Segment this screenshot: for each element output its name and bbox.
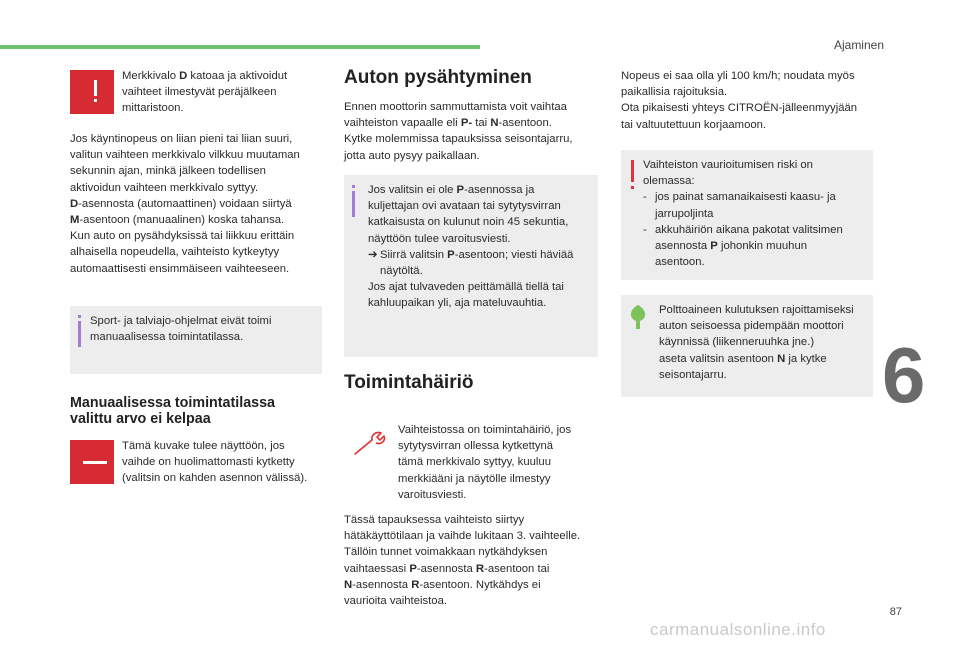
dash-warning-icon <box>70 440 114 484</box>
damage-warning-box: Vaihteiston vaurioitumisen riski on olemassa: - jos painat samanaikaisesti kaasu- ja jarrupoljinta - akkuhäiriön aikana pakotat valitsimen asennosta P johonkin muuhun asentoon. <box>621 150 873 280</box>
manual-mode-heading: Manuaalisessa toimintatilassa valittu arvo ei kelpaa <box>70 395 276 427</box>
gear-indicator-text: Merkkivalo D katoaa ja aktivoidut vaihteet ilmestyvät peräjälkeen mittaristoon. <box>122 70 288 115</box>
malfunction-heading: Toimintahäiriö <box>344 372 474 393</box>
door-info-box: Jos valitsin ei ole P-asennossa ja kuljettajan ovi avataan tai sytytysvirran katkaisusta on kulunut noin 45 sekuntia, näyttöön tulee varoitusviesti. ➔ Siirrä valitsin P-asentoon; viesti häviää näytöltä. Jos ajat tulvaveden peittämällä tiellä tai kahluupaikan yli, aja mateluvauhtia. <box>344 175 598 357</box>
stopping-intro: Ennen moottorin sammuttamista voit vaihtaa vaihteiston vapaalle eli P- tai N-asentoon. Kytke molemmissa tapauksissa seisontajarru, jotta auto pysyy paikallaan. <box>344 101 573 162</box>
chapter-tab: 6 <box>878 328 960 423</box>
stopping-heading: Auton pysähtyminen <box>344 67 532 88</box>
warning-exclamation-icon <box>70 70 114 114</box>
exclamation-icon <box>631 160 634 182</box>
sport-info-box: Sport- ja talviajo-ohjelmat eivät toimi manuaalisessa toimintatilassa. <box>70 306 322 374</box>
speed-limit-paragraph: Nopeus ei saa olla yli 100 km/h; noudata myös paikallisia rajoituksia. Ota pikaisesti yhteys CITROËN-jälleenmyyjään tai valtuutettuun korjaamoon. <box>621 70 858 131</box>
invalid-gear-text: Tämä kuvake tulee näyttöön, jos vaihde on huolimattomasti kytketty (valitsin on kahden asennon välissä). <box>122 440 308 485</box>
emergency-mode-paragraph: Tässä tapauksessa vaihteisto siirtyy hätäkäyttötilaan ja vaihde lukitaan 3. vaihteelle. Tällöin tunnet voimakkaan nytkähdyksen vaihtaessasi P-asennosta R-asentoon tai N-asennosta R-asentoon. Nytkähdys ei vaurioita vaihteistoa. <box>344 514 581 608</box>
wrench-icon <box>352 428 388 458</box>
header-accent-bar <box>0 45 480 49</box>
info-icon <box>78 315 81 318</box>
malfunction-indicator-text: Vaihteistossa on toimintahäiriö, jos sytytysvirran ollessa kytkettynä tämä merkkivalo syttyy, kuuluu merkkiääni ja näytölle ilmestyy varoitusviesti. <box>398 424 572 501</box>
eco-tip-box: Polttoaineen kulutuksen rajoittamiseksi auton seisoessa pidempään moottori käynnissä (liikenneruuhka jne.) aseta valitsin asentoon N ja kytke seisontajarru. <box>621 295 873 397</box>
watermark: carmanualsonline.info <box>650 620 826 639</box>
page-number: 87 <box>889 606 902 618</box>
gear-speed-paragraph: Jos käyntinopeus on liian pieni tai liian suuri, valitun vaihteen merkkivalo vilkkuu muutaman sekunnin ajan, minkä jälkeen todellisen aktivoidun vaihteen merkkivalo syttyy. D-asennosta (automaattinen) voidaan siirtyä M-asentoon (manuaalinen) koska tahansa. Kun auto on pysähdyksissä tai liikkuu erittäin alhaisella nopeudella, vaihteisto kytkeytyy automaattisesti ensimmäiseen vaihteeseen. <box>70 133 300 275</box>
arrow-bullet-icon: ➔ <box>368 248 378 261</box>
info-icon <box>352 185 355 188</box>
eco-leaf-icon <box>627 304 649 330</box>
section-title: Ajaminen <box>833 38 884 52</box>
